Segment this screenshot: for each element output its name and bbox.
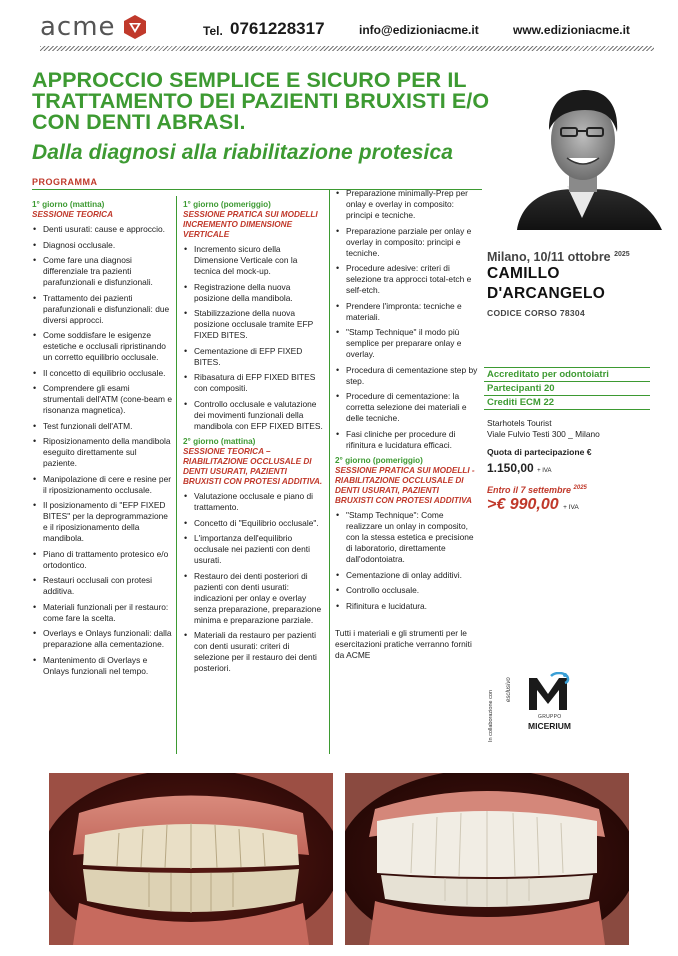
micerium-brand: MICERIUM [528, 721, 571, 731]
topic-item: • Preparazione minimally-Prep per onlay e overlay in composito: principi e tecniche. [335, 188, 478, 221]
info-divider [484, 409, 650, 410]
accreditation: Accreditato per odontoiatri [487, 369, 609, 380]
dental-photo-before [49, 773, 333, 945]
topic-item: • Cementazione di EFP FIXED BITES. [183, 346, 326, 368]
topic-item: • Materiali da restauro per pazienti con denti usurati: criteri di selezione per il restauro dei denti posteriori. [183, 630, 326, 674]
topic-item: • Restauri occlusali con protesi additiva. [32, 575, 172, 597]
info-divider [484, 395, 650, 396]
topic-item: • Mantenimento di Overlays e Onlays funzionali nel tempo. [32, 655, 172, 677]
early-bird-label: Entro il 7 settembre $^{2025}$ [487, 485, 587, 495]
topic-item: • Preparazione parziale per onlay e overlay in composito: principi e tecniche. [335, 226, 478, 259]
gruppo-label: GRUPPO [538, 714, 562, 720]
program-column-1 [32, 199, 172, 681]
topic-item: • Come fare una diagnosi differenziale tra pazienti parafunzionali e disfunzionali. [32, 255, 172, 288]
topic-item: • Il concetto di equilibrio occlusale. [32, 368, 172, 379]
topic-list [183, 244, 326, 432]
topic-item: • Procedure di cementazione: la corretta selezione dei materiali e delle tecniche. [335, 391, 478, 424]
topic-item: • Controllo occlusale e valutazione dei movimenti funzionali della mandibola con EFP FIXED BITES. [183, 399, 326, 432]
speaker-portrait [497, 78, 667, 230]
early-bird-price: >€ 990,00 + IVA [487, 496, 579, 513]
topic-item: • Registrazione della nuova posizione della mandibola. [183, 282, 326, 304]
column-divider [329, 189, 330, 754]
tel-label: Tel. [203, 24, 223, 38]
topic-list [32, 224, 172, 677]
email-link[interactable]: info@edizioniacme.it [359, 23, 479, 37]
topic-item: • Riposizionamento della mandibola eseguito direttamente sul paziente. [32, 436, 172, 469]
topic-item: • Prendere l'impronta: tecniche e materiali. [335, 301, 478, 323]
programma-label: PROGRAMMA [32, 177, 98, 187]
day-heading: 1° giorno (mattina) [32, 200, 105, 209]
topic-item: • Piano di trattamento protesico e/o ortodontico. [32, 549, 172, 571]
info-divider [484, 367, 650, 368]
topic-item: • Denti usurati: cause e approccio. [32, 224, 172, 235]
course-date: Milano, 10/11 ottobre $^{2025}$ [487, 250, 630, 264]
topic-item: • Overlays e Onlays funzionali: dalla preparazione alla cementazione. [32, 628, 172, 650]
topic-list [183, 491, 326, 674]
topic-item: • Come soddisfare le esigenze estetiche e occlusali ripristinando un corretto equilibrio occlusale. [32, 330, 172, 363]
header-divider [40, 46, 654, 51]
page-subtitle: Dalla diagnosi alla riabilitazione protesica [32, 141, 454, 164]
topic-item: • "Stamp Technique" il modo più semplice per preparare onlay e overlay. [335, 327, 478, 360]
topic-item: • Diagnosi occlusale. [32, 240, 172, 251]
course-code: CODICE CORSO 78304 [487, 308, 585, 318]
website-link[interactable]: www.edizioniacme.it [513, 23, 630, 37]
topic-item: • Ribasatura di EFP FIXED BITES con compositi. [183, 372, 326, 394]
column-divider [176, 196, 177, 754]
topic-item: • Test funzionali dell'ATM. [32, 421, 172, 432]
topic-item: • Concetto di "Equilibrio occlusale". [183, 518, 326, 529]
esclusivo-label: esclusivo [506, 677, 512, 702]
topic-item: • Fasi cliniche per procedure di rifinitura e lucidatura efficaci. [335, 429, 478, 451]
session-heading: SESSIONE TEORICA – RIABILITAZIONE OCCLUSALE DI DENTI USURATI, PAZIENTI BRUXISTI CON PROTESI ADDITIVA. [183, 447, 323, 486]
topic-item: • Procedura di cementazione step by step. [335, 365, 478, 387]
acme-logo[interactable] [40, 12, 148, 42]
page-title: APPROCCIO SEMPLICE E SICURO PER IL TRATTAMENTO DEI PAZIENTI BRUXISTI E/O CON DENTI ABRASI. [32, 68, 490, 134]
participants: Partecipanti 20 [487, 383, 555, 394]
topic-item: • Materiali funzionali per il restauro: come fare la scelta. [32, 602, 172, 624]
venue: Starhotels Tourist Viale Fulvio Testi 300 _ Milano [487, 418, 600, 439]
topic-item: • Procedure adesive: criteri di selezione tra approcci total-etch e self-etch. [335, 263, 478, 296]
topic-item: • Rifinitura e lucidatura. [335, 601, 478, 612]
topic-item: • Il posizionamento di "EFP FIXED BITES" per la deprogrammazione e il riposizionamento della mandibola. [32, 500, 172, 544]
day-heading: 1° giorno (pomeriggio) [183, 200, 271, 209]
acme-hexagon-icon [122, 14, 148, 40]
topic-item: • Cementazione di onlay additivi. [335, 570, 478, 581]
topic-list [335, 188, 478, 451]
dental-photo-after [345, 773, 629, 945]
quota-label: Quota di partecipazione € [487, 447, 592, 457]
speaker-name: CAMILLO D'ARCANGELO [487, 265, 606, 302]
topic-item: • Trattamento dei pazienti parafunzionali e disfunzionali: due diversi approcci. [32, 293, 172, 326]
session-heading: SESSIONE PRATICA SUI MODELLI INCREMENTO DIMENSIONE VERTICALE [183, 210, 318, 239]
topic-item: • "Stamp Technique": Come realizzare un onlay in composito, con la stessa estetica e precisione di laboratorio, direttamente dall'odontoiatra. [335, 510, 478, 565]
materials-note: Tutti i materiali e gli strumenti per le esercitazioni pratiche verranno forniti da ACME [335, 627, 472, 660]
program-column-2 [183, 199, 326, 679]
price: 1.150,00 + IVA [487, 461, 552, 475]
session-heading: SESSIONE PRATICA SUI MODELLI - RIABILITAZIONE OCCLUSALE DI DENTI USURATI, PAZIENTI BRUXISTI CON PROTESI ADDITIVA [335, 466, 475, 505]
topic-item: • Restauro dei denti posteriori di pazienti con denti usurati: indicazioni per onlay e overlay senza preparazione, preparazione minima e preparazione parziale. [183, 571, 326, 626]
logo-text: acme [40, 12, 116, 42]
topic-item: • Incremento sicuro della Dimensione Verticale con la tecnica del mock-up. [183, 244, 326, 277]
micerium-logo-icon [525, 672, 571, 712]
topic-item: • Manipolazione di cere e resine per il riposizionamento occlusale. [32, 474, 172, 496]
ecm-credits: Crediti ECM 22 [487, 397, 555, 408]
topic-item: • Valutazione occlusale e piano di trattamento. [183, 491, 326, 513]
header [0, 0, 678, 50]
topic-item: • Controllo occlusale. [335, 585, 478, 596]
program-column-3 [335, 188, 478, 661]
day-heading: 2° giorno (pomeriggio) [335, 456, 423, 465]
collab-label: In collaborazione con [488, 690, 494, 742]
topic-list [335, 510, 478, 612]
day-heading: 2° giorno (mattina) [183, 437, 256, 446]
topic-item: • L'importanza dell'equilibrio occlusale nei pazienti con denti usurati. [183, 533, 326, 566]
session-heading: SESSIONE TEORICA [32, 210, 113, 219]
tel-number[interactable]: 0761228317 [230, 19, 325, 38]
topic-item: • Comprendere gli esami strumentali dell'ATM (cone-beam e risonanza magnetica). [32, 383, 172, 416]
info-divider [484, 381, 650, 382]
topic-item: • Stabilizzazione della nuova posizione occlusale tramite EFP FIXED BITES. [183, 308, 326, 341]
